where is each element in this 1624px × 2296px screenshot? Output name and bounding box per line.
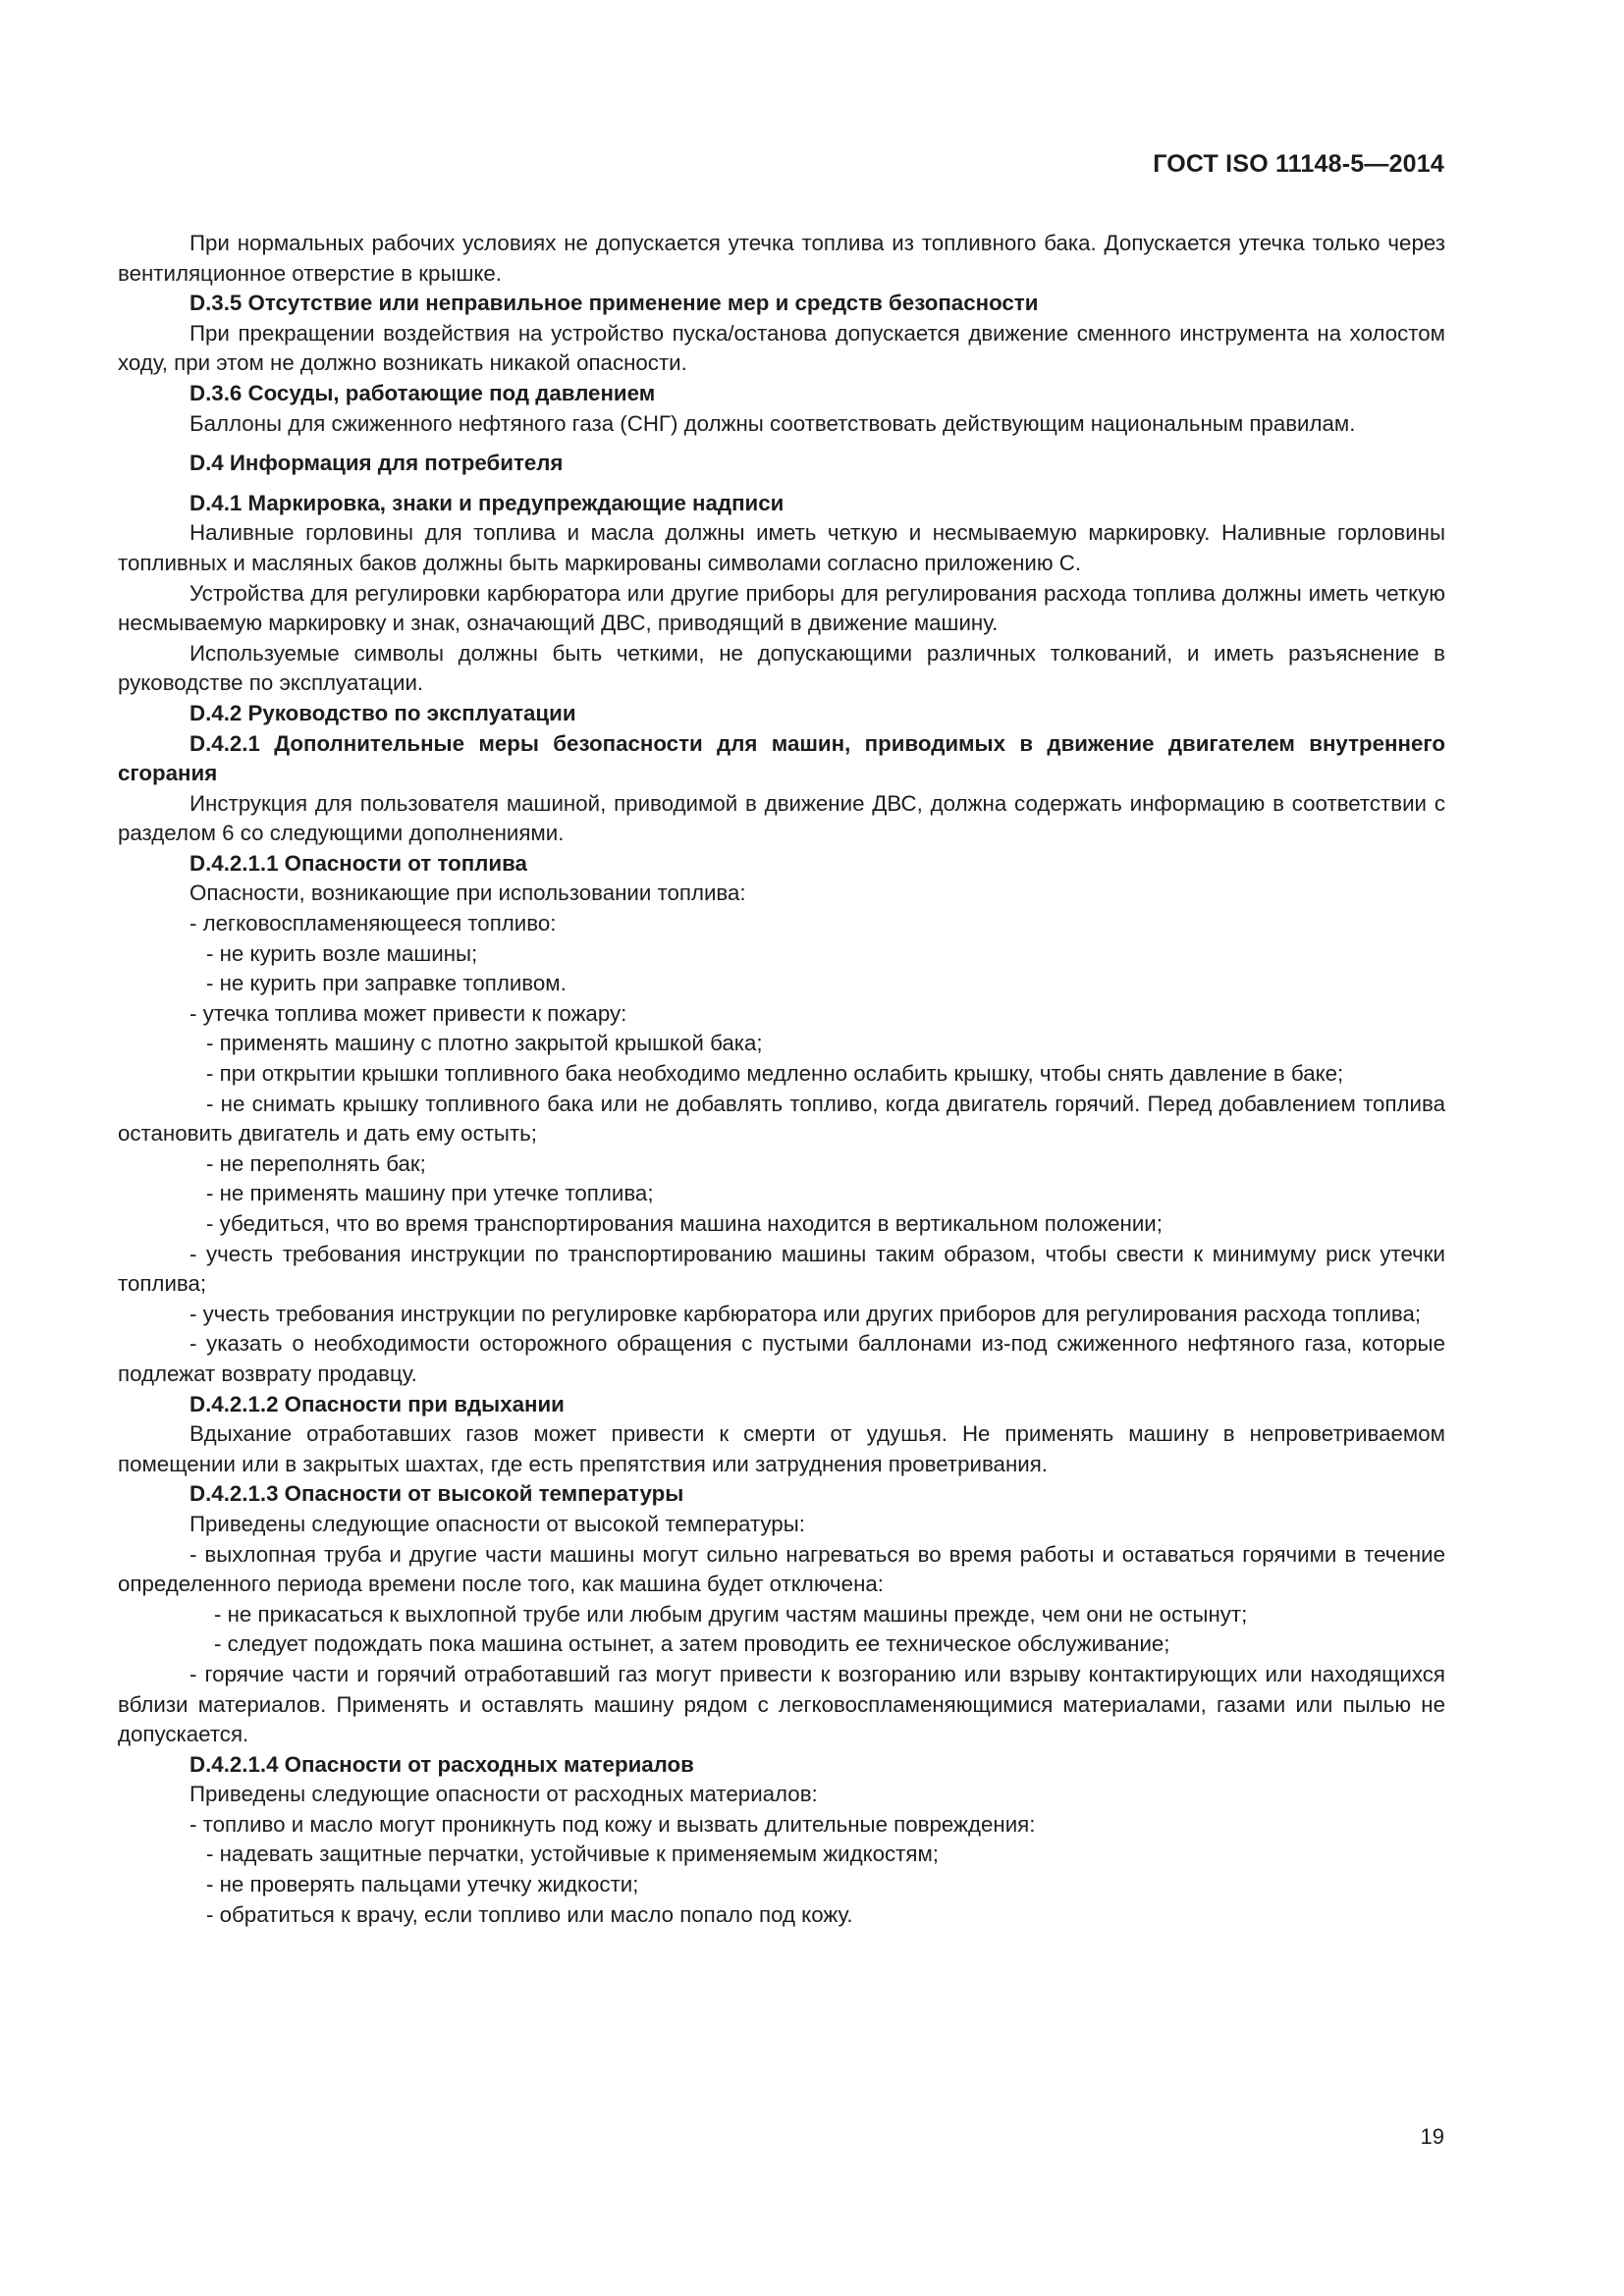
section-heading: D.4.2 Руководство по эксплуатации [189,700,576,725]
list-item: - выхлопная труба и другие части машины могут сильно нагреваться во время работы и оставаться горячими в течение определенного периода времени после того, как машина будет отключена: [118,1541,1445,1597]
paragraph: Баллоны для сжиженного нефтяного газа (СНГ) должны соответствовать действующим национальным правилам. [189,410,1356,436]
section-heading: D.4.2.1 Дополнительные меры безопасности для машин, приводимых в движение двигателем внутреннего сгорания [118,730,1445,786]
paragraph: При прекращении воздействия на устройство пуска/останова допускается движение сменного инструмента на холостом ходу, при этом не должно возникать никакой опасности. [118,320,1445,376]
list-subitem: - надевать защитные перчатки, устойчивые к применяемым жидкостям; [206,1842,939,1867]
list-subitem: - не прикасаться к выхлопной трубе или любым другим частям машины прежде, чем они не остынут; [214,1601,1248,1627]
list-subitem: - не применять машину при утечке топлива; [206,1181,654,1206]
list-item: - указать о необходимости осторожного обращения с пустыми баллонами из-под сжиженного нефтяного газа, которые подлежат возврату продавцу. [118,1331,1445,1386]
list-item: - горячие части и горячий отработавший газ могут привести к возгоранию или взрыву контактирующих или находящихся вблизи материалов. Применять и оставлять машину рядом с легковоспламеняющимися материалами, газами или пылью не допускается. [118,1661,1445,1747]
list-subitem: - не снимать крышку топливного бака или не добавлять топливо, когда двигатель горячий. Перед добавлением топлива остановить двигатель и дать ему остыть; [118,1091,1445,1147]
section-heading: D.4.1 Маркировка, знаки и предупреждающие надписи [189,490,785,515]
list-subitem: - следует подождать пока машина остынет, а затем проводить ее техническое обслуживание; [214,1631,1170,1657]
list-item: - легковоспламеняющееся топливо: [189,911,557,936]
paragraph: Опасности, возникающие при использовании топлива: [189,881,746,906]
section-heading: D.4.2.1.3 Опасности от высокой температуры [189,1481,684,1507]
paragraph: Приведены следующие опасности от высокой температуры: [189,1511,805,1536]
paragraph: Приведены следующие опасности от расходных материалов: [189,1782,818,1807]
list-item: - утечка топлива может привести к пожару: [189,1000,627,1026]
list-item: - топливо и масло могут проникнуть под кожу и вызвать длительные повреждения: [189,1811,1036,1837]
section-heading: D.3.5 Отсутствие или неправильное применение мер и средств безопасности [189,291,1039,316]
document-header: ГОСТ ISO 11148-5—2014 [1153,150,1444,178]
section-heading: D.4.2.1.2 Опасности при вдыхании [189,1391,565,1416]
paragraph: Устройства для регулировки карбюратора или другие приборы для регулирования расхода топлива должны иметь четкую несмываемую маркировку и знак, означающий ДВС, приводящий в движение машину. [118,580,1445,636]
list-item: - учесть требования инструкции по транспортированию машины таким образом, чтобы свести к минимуму риск утечки топлива; [118,1241,1445,1297]
section-heading: D.4.2.1.1 Опасности от топлива [189,850,527,876]
list-subitem: - не проверять пальцами утечку жидкости; [206,1872,639,1897]
section-heading: D.4 Информация для потребителя [189,451,564,476]
paragraph: Вдыхание отработавших газов может привести к смерти от удушья. Не применять машину в непроветриваемом помещении или в закрытых шахтах, где есть препятствия или затруднения проветривания. [118,1421,1445,1476]
paragraph: При нормальных рабочих условиях не допускается утечка топлива из топливного бака. Допускается утечка только через вентиляционное отверстие в крышке. [118,231,1445,286]
list-subitem: - не курить при заправке топливом. [206,971,567,996]
paragraph: Инструкция для пользователя машиной, приводимой в движение ДВС, должна содержать информацию в соответствии с разделом 6 со следующими дополнениями. [118,790,1445,846]
list-subitem: - убедиться, что во время транспортирования машина находится в вертикальном положении; [206,1211,1163,1236]
list-subitem: - при открытии крышки топливного бака необходимо медленно ослабить крышку, чтобы снять давление в баке; [206,1061,1344,1087]
section-heading: D.3.6 Сосуды, работающие под давлением [189,380,656,405]
list-subitem: - не курить возле машины; [206,940,478,966]
list-subitem: - не переполнять бак; [206,1150,426,1176]
paragraph: Наливные горловины для топлива и масла должны иметь четкую и несмываемую маркировку. Наливные горловины топливных и масляных баков должны быть маркированы символами согласно приложению С. [118,520,1445,575]
list-subitem: - обратиться к врачу, если топливо или масло попало под кожу. [206,1901,853,1927]
list-item: - учесть требования инструкции по регулировке карбюратора или других приборов для регулирования расхода топлива; [189,1301,1422,1326]
page-number: 19 [1420,2124,1444,2149]
document-body [118,229,1445,1930]
section-heading: D.4.2.1.4 Опасности от расходных материалов [189,1751,694,1777]
paragraph: Используемые символы должны быть четкими, не допускающими различных толкований, и иметь разъяснение в руководстве по эксплуатации. [118,640,1445,696]
list-subitem: - применять машину с плотно закрытой крышкой бака; [206,1031,763,1056]
